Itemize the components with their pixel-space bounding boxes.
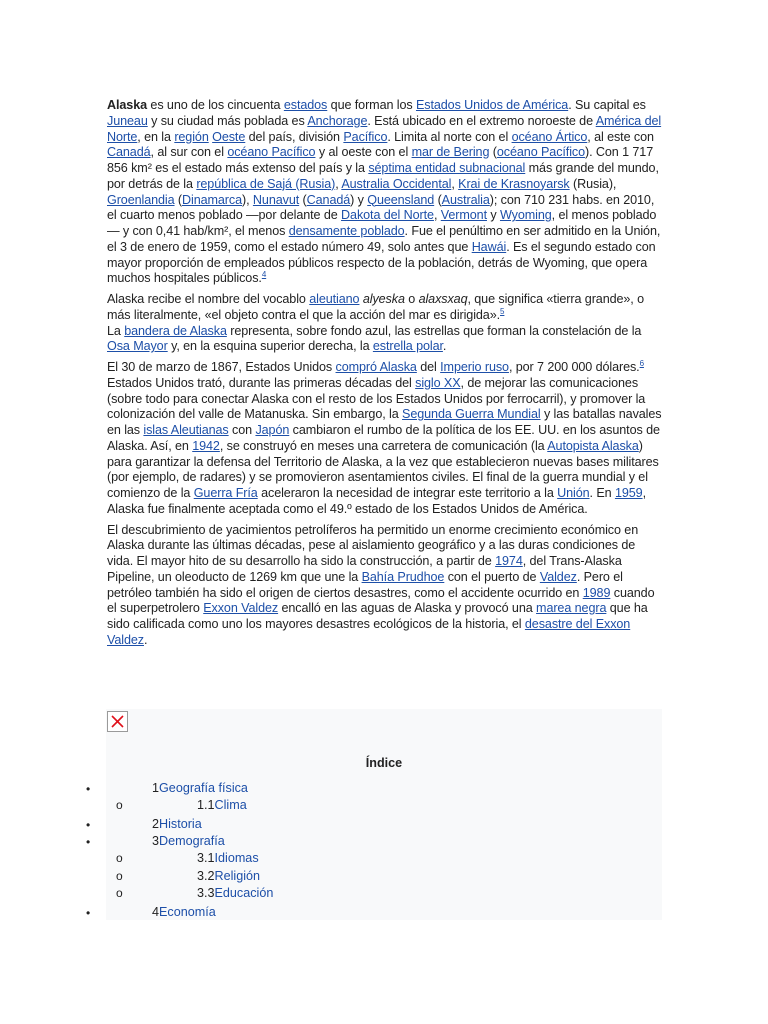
text: , se construyó en meses una carretera de comunicación (la (219, 438, 548, 453)
link-1974[interactable]: 1974 (495, 554, 523, 568)
text: ), (242, 192, 253, 207)
link-siglo-xx[interactable]: siglo XX (415, 375, 461, 390)
toc-item-religion[interactable] (197, 869, 260, 884)
link-wyoming[interactable]: Wyoming (499, 208, 552, 223)
link-vermont[interactable]: Vermont (440, 208, 487, 223)
text: y su ciudad más poblada es (147, 113, 308, 128)
link-aleutiano[interactable]: aleutiano (309, 292, 360, 306)
toc-number: 3.2 (197, 869, 215, 883)
text: . (143, 632, 148, 647)
link-guerra-fria[interactable]: Guerra Fría (193, 486, 258, 500)
link-1942[interactable]: 1942 (192, 438, 220, 453)
toc-link-clima[interactable]: Clima (214, 798, 247, 812)
link-anchorage[interactable]: Anchorage (307, 113, 368, 128)
link-dinamarca[interactable]: Dinamarca (182, 192, 243, 207)
text: , (451, 176, 459, 191)
link-japon[interactable]: Japón (255, 423, 290, 437)
text: y (486, 208, 500, 223)
link-mar-de-bering[interactable]: mar de Bering (411, 145, 490, 160)
link-pacifico[interactable]: Pacífico (343, 129, 388, 144)
toc-bullet: o (116, 851, 123, 865)
text: ). Con 1 717 856 km² es el estado más extenso del país y la (107, 145, 654, 175)
text: La (107, 323, 125, 338)
link-bandera-de-alaska[interactable]: bandera de Alaska (124, 323, 227, 338)
link-queensland[interactable]: Queensland (367, 192, 435, 207)
link-america-del-norte[interactable]: América del Norte (107, 113, 662, 144)
link-marea-negra[interactable]: marea negra (536, 601, 607, 616)
text: , al este con (587, 129, 654, 144)
link-desastre-exxon-valdez[interactable]: desastre del Exxon Valdez (107, 617, 631, 647)
link-canada[interactable]: Canadá (107, 145, 151, 160)
article-body (107, 98, 662, 654)
link-1989[interactable]: 1989 (582, 585, 611, 600)
text: ( (489, 145, 497, 160)
text: . Es el segundo estado con mayor proporción de empleados públicos respecto de la población, detrás de Wyoming, que opera muchos hospitales públicos. (107, 239, 656, 286)
link-estados-unidos[interactable]: Estados Unidos de América (415, 98, 569, 112)
text: ) y (350, 192, 368, 207)
text: . Limita al norte con el (387, 129, 512, 144)
link-hawai[interactable]: Hawái (471, 239, 507, 254)
text: , el menos poblado— y con 0,41 hab/km², el menos (107, 208, 657, 238)
footnote-4[interactable]: 4 (261, 270, 267, 280)
link-autopista-alaska[interactable]: Autopista Alaska (547, 438, 639, 453)
link-oceano-pacifico-2[interactable]: océano Pacífico (496, 145, 585, 160)
toc-number: 1.1 (197, 798, 215, 812)
link-estrella-polar[interactable]: estrella polar (372, 339, 443, 354)
text: encalló en las aguas de Alaska y provocó una (278, 601, 537, 616)
text: aceleraron la necesidad de integrar este territorio a la (257, 486, 558, 500)
link-australia-occidental[interactable]: Australia Occidental (341, 176, 452, 191)
link-oeste[interactable]: Oeste (212, 129, 246, 144)
link-densamente-poblado[interactable]: densamente poblado (288, 224, 405, 238)
text: , de mejorar las comunicaciones (sobre todo para conectar Alaska con el resto de los Estados Unidos por ferrocarril), y promover la colonización del valle de Matanuska. Sin embargo, la (107, 375, 646, 422)
text: más grande del mundo, por detrás de la (107, 161, 659, 191)
text: El 30 de marzo de 1867, Estados Unidos (107, 360, 336, 374)
text: del (416, 360, 441, 374)
term-alaxsxaq: alaxsxaq (418, 292, 468, 306)
toc-bullet: o (116, 798, 123, 812)
link-1959[interactable]: 1959 (614, 486, 643, 500)
paragraph-history (107, 360, 662, 518)
toc-link-demografia[interactable]: Demografía (159, 834, 225, 848)
footnote-6[interactable]: 6 (639, 358, 644, 368)
link-dakota-del-norte[interactable]: Dakota del Norte (341, 208, 434, 223)
toc-item-demografia[interactable] (152, 834, 225, 849)
table-of-contents (106, 709, 662, 920)
toc-number: 1 (152, 781, 160, 795)
text: . En (589, 486, 615, 500)
link-nunavut[interactable]: Nunavut (252, 192, 300, 207)
toc-bullet: • (86, 835, 91, 849)
link-imperio-ruso[interactable]: Imperio ruso (440, 360, 509, 374)
link-exxon-valdez[interactable]: Exxon Valdez (203, 601, 279, 616)
text: ( (299, 192, 307, 207)
text: , en la (137, 129, 175, 144)
toc-title: Índice (365, 756, 403, 770)
link-union[interactable]: Unión (557, 486, 590, 500)
link-estados[interactable]: estados (283, 98, 328, 112)
text: , Alaska fue finalmente aceptada como el 49.º estado de los Estados Unidos de América. (107, 486, 646, 516)
link-osa-mayor[interactable]: Osa Mayor (107, 339, 168, 354)
text: es uno de los cincuenta (147, 98, 284, 112)
text: con (228, 423, 256, 437)
link-juneau[interactable]: Juneau (107, 113, 148, 128)
link-islas-aleutianas[interactable]: islas Aleutianas (143, 423, 229, 437)
text: que ha sido calificada como uno los mayores desastres ecológicos de la historia, el (107, 601, 648, 631)
toc-link-religion[interactable]: Religión (214, 869, 261, 883)
toc-link-economia[interactable]: Economía (159, 905, 216, 919)
text: o (404, 292, 419, 306)
toc-bullet: • (86, 782, 91, 796)
text: cambiaron el rumbo de la política de los EE. UU. en los asuntos de Alaska. Así, en (107, 423, 660, 453)
text: . (442, 339, 447, 354)
text: ) para garantizar la defensa del Territorio de Alaska, a la vez que establecieron nuevas bases militares (por ejemplo, de radares) y se promovieron asentamientos civiles. El final de la guerra mundial y el comienzo de la (107, 438, 659, 500)
footnote-5[interactable]: 5 (500, 306, 505, 316)
link-oceano-artico[interactable]: océano Ártico (511, 129, 588, 144)
toc-link-educacion[interactable]: Educación (214, 886, 274, 900)
text: que forman los (327, 98, 416, 112)
toc-link-historia[interactable]: Historia (159, 817, 202, 831)
text: El descubrimiento de yacimientos petrolíferos ha permitido un enorme crecimiento económico en Alaska durante las últimas décadas, pese al aislamiento geográfico y a las duras condiciones de vida. El mayor hito de su desarrollo ha sido la construcción, a partir de (107, 522, 639, 568)
toc-item-educacion[interactable] (197, 886, 273, 901)
toc-link-geografia[interactable]: Geografía física (159, 781, 248, 795)
text: ); con 710 231 habs. en 2010, el cuarto menos poblado —por delante de (107, 192, 655, 223)
text: . Fue el penúltimo en ser admitido en la Unión, el 3 de enero de 1959, como el estado número 49, solo antes que (107, 224, 661, 254)
toc-item-idiomas[interactable] (197, 851, 259, 866)
toc-number: 3 (152, 834, 160, 848)
article-subject: Alaska (107, 98, 148, 112)
text: (Rusia), (569, 176, 617, 191)
link-republica-de-saja[interactable]: república de Sajá (Rusia) (196, 176, 336, 191)
text: , que significa «tierra grande», o más literalmente, «el objeto contra el que la acción del mar es dirigida». (107, 292, 645, 322)
link-compro-alaska[interactable]: compró Alaska (335, 360, 417, 374)
toc-link-idiomas[interactable]: Idiomas (214, 851, 259, 865)
paragraph-economy (107, 523, 662, 649)
text: , (433, 208, 441, 223)
text: Alaska recibe el nombre del vocablo (107, 292, 310, 306)
toc-number: 3.3 (197, 886, 215, 900)
term-alyeska: alyeska (362, 292, 405, 306)
text: , por 7 200 000 dólares. (508, 360, 640, 374)
text: y, en la esquina superior derecha, la (167, 339, 373, 354)
text: Estados Unidos trató, durante las primeras décadas del (107, 375, 416, 390)
toc-number: 3.1 (197, 851, 215, 865)
text: del país, división (245, 129, 344, 144)
toc-bullet: o (116, 869, 123, 883)
text: ( (434, 192, 442, 207)
text: representa, sobre fondo azul, las estrellas que forman la constelación de la (226, 323, 642, 338)
toc-bullet: o (116, 886, 123, 900)
text: , al sur con el (150, 145, 228, 160)
link-valdez[interactable]: Valdez (539, 569, 577, 584)
text: cuando el superpetrolero (107, 585, 655, 616)
link-canada-2[interactable]: Canadá (306, 192, 351, 207)
link-krai-de-krasnoyarsk[interactable]: Krai de Krasnoyarsk (458, 176, 570, 191)
toc-item-clima[interactable] (197, 798, 247, 813)
toc-number: 2 (152, 817, 160, 831)
toc-item-economia[interactable] (152, 905, 216, 920)
toc-bullet: • (86, 906, 91, 920)
paragraph-etymology (107, 292, 662, 355)
broken-image-icon (107, 711, 128, 732)
text: y al oeste con el (315, 145, 412, 160)
text: con el puerto de (444, 569, 540, 584)
link-australia[interactable]: Australia (441, 192, 490, 207)
toc-bullet: • (86, 818, 91, 832)
toc-number: 4 (152, 905, 160, 919)
text: . Está ubicado en el extremo noroeste de (367, 113, 596, 128)
link-bahia-prudhoe[interactable]: Bahía Prudhoe (361, 569, 445, 584)
toc-item-geografia[interactable] (152, 781, 248, 796)
text: , del Trans-Alaska Pipeline, un oleoducto de 1269 km que une la (107, 554, 622, 584)
text: . Su capital es (568, 98, 646, 112)
text: . Pero el petróleo también ha sido el origen de ciertos desastres, como el accidente ocurrido en (107, 569, 623, 600)
text: ( (174, 192, 183, 207)
toc-item-historia[interactable] (152, 817, 202, 832)
link-oceano-pacifico[interactable]: océano Pacífico (227, 145, 316, 160)
link-septima-entidad[interactable]: séptima entidad subnacional (368, 161, 526, 175)
link-groenlandia[interactable]: Groenlandia (107, 192, 175, 207)
link-region[interactable]: región (174, 129, 209, 144)
text: y las batallas navales en las (107, 407, 662, 437)
text: , (335, 176, 342, 191)
paragraph-intro (107, 98, 662, 287)
link-segunda-guerra-mundial[interactable]: Segunda Guerra Mundial (402, 407, 541, 422)
